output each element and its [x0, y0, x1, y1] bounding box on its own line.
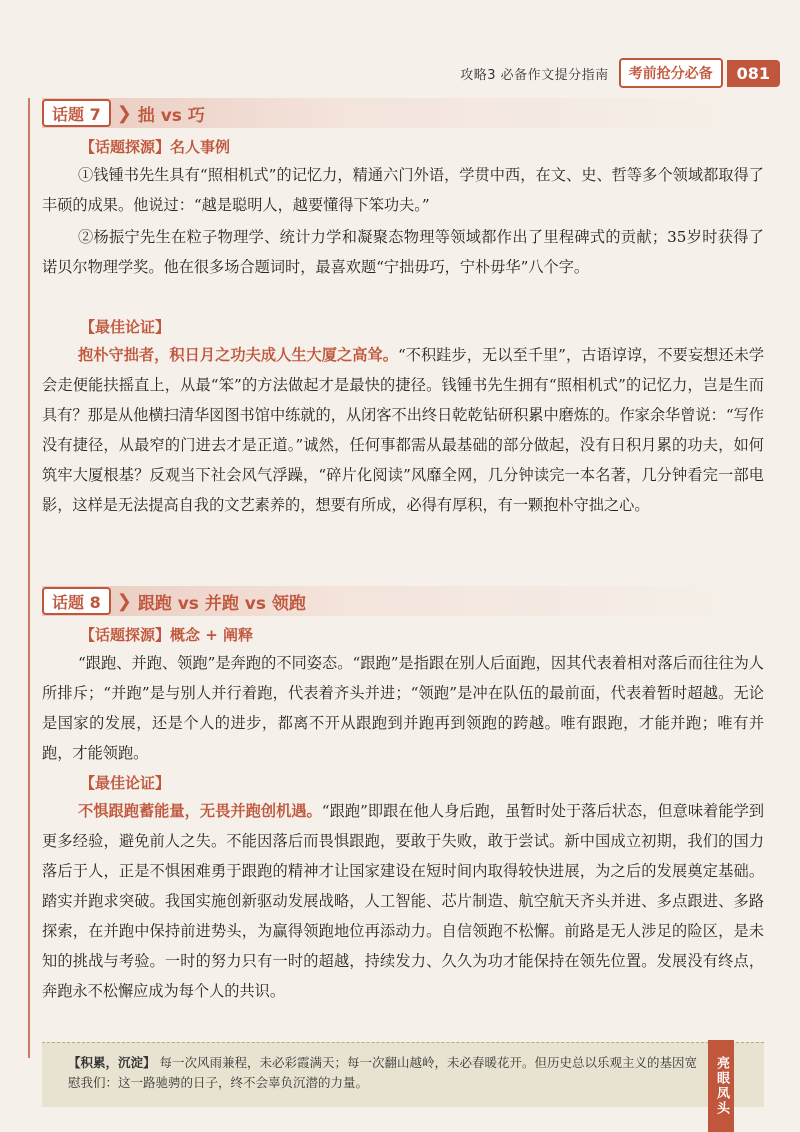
topic8-argument	[42, 796, 764, 1006]
header-badge: 考前抢分必备	[619, 58, 723, 88]
topic7-tag: 话题 7	[42, 99, 111, 127]
side-tab-label: 亮眼凤头	[714, 1056, 729, 1116]
topic7-argument-label: 【最佳论证】	[80, 318, 171, 336]
header-guide: 攻略3 必备作文提分指南	[460, 67, 609, 83]
topic8-explore-p1: “跟跑、并跑、领跑”是奔跑的不同姿态。“跟跑”是指跟在别人后面跑，因其代表着相对落后而往往为人所排斥；“并跑”是与别人并行着跑，代表着齐头并进；“领跑”是冲在队伍的最前面，代表着暂时超越。无论是国家的发展，还是个人的进步，都离不开从跟跑到并跑再到领跑的跨越。唯有跟跑，才能并跑；唯有并跑，才能领跑。	[42, 654, 764, 762]
page-header	[460, 56, 780, 90]
topic8-argument-label: 【最佳论证】	[80, 774, 171, 792]
topic8-argument-body: “跟跑”即跟在他人身后跑，虽暂时处于落后状态，但意味着能学到更多经验，避免前人之失。不能因落后而畏惧跟跑，要敢于失败，敢于尝试。新中国成立初期，我们的国力落后于人，正是不惧困难勇于跟跑的精神才让国家建设在短时间内取得较快进展，为之后的发展奠定基础。踏实并跑求突破。我国实施创新驱动发展战略，人工智能、芯片制造、航空航天齐头并进、多点跟进、多路探索，在并跑中保持前进势头，为赢得领跑地位再添动力。自信领跑不松懈。前路是无人涉足的险区，是未知的挑战与考验。一时的努力只有一时的超越，持续发力、久久为功才能保持在领先位置。发展没有终点，奔跑永不松懈应成为每个人的共识。	[42, 802, 765, 1000]
topic7-title: 拙 vs 巧	[137, 105, 205, 126]
topic7-heading	[42, 98, 764, 128]
topic8-tag: 话题 8	[42, 587, 111, 615]
topic7-explore-p2: ②杨振宁先生在粒子物理学、统计力学和凝聚态物理等领域都作出了里程碑式的贡献；35岁时获得了诺贝尔物理学奖。他在很多场合题词时，最喜欢题“宁拙毋巧，宁朴毋华”八个字。	[42, 228, 764, 276]
accumulation-box	[42, 1042, 764, 1107]
accumulation-label: 【积累，沉淀】	[68, 1055, 156, 1070]
chevron-right-icon: ❯	[116, 590, 132, 612]
chevron-right-icon: ❯	[116, 102, 132, 124]
topic8-explore-label: 【话题探源】概念 + 阐释	[80, 626, 254, 644]
topic7-explore-label: 【话题探源】名人事例	[80, 138, 231, 156]
topic7-argument-lead: 抱朴守拙者，积日月之功夫成人生大厦之高耸。	[78, 346, 398, 364]
page-number: 081	[727, 60, 780, 87]
margin-line	[28, 98, 30, 1058]
topic7-explore-p1: ①钱锺书先生具有“照相机式”的记忆力，精通六门外语，学贯中西，在文、史、哲等多个领域都取得了丰硕的成果。他说过：“越是聪明人，越要懂得下笨功夫。”	[42, 166, 764, 214]
topic8-title: 跟跑 vs 并跑 vs 领跑	[137, 593, 306, 614]
topic7-argument-body: “不积跬步，无以至千里”，古语谆谆，不要妄想还未学会走便能扶摇直上，从最“笨”的方法做起才是最快的捷径。钱锺书先生拥有“照相机式”的记忆力，岂是生而具有？那是从他横扫清华図图书馆中练就的，从闭客不出终日乾乾钻研积累中磨炼的。作家余华曾说：“写作没有捷径，从最窄的门进去才是正道。”诚然，任何事都需从最基础的部分做起，没有日积月累的功夫，如何筑牢大厦根基？反观当下社会风气浮躁，“碎片化阅读”风靡全网，几分钟读完一本名著，几分钟看完一部电影，这样是无法提高自我的文艺素养的，想要有所成，必得有厚积，有一颗抱朴守拙之心。	[42, 346, 765, 514]
topic7-argument	[42, 340, 764, 520]
topic8-argument-lead: 不惧跟跑蓄能量，无畏并跑创机遇。	[78, 802, 322, 820]
accumulation-body: 每一次风雨兼程，未必彩霞满天；每一次翻山越岭，未必春暖花开。但历史总以乐观主义的基因宽慰我们：这一路驰骋的日子，终不会辜负沉潜的力量。	[68, 1055, 698, 1090]
accumulation-text	[68, 1053, 708, 1093]
topic8-heading	[42, 586, 764, 616]
side-tab	[708, 1040, 734, 1132]
